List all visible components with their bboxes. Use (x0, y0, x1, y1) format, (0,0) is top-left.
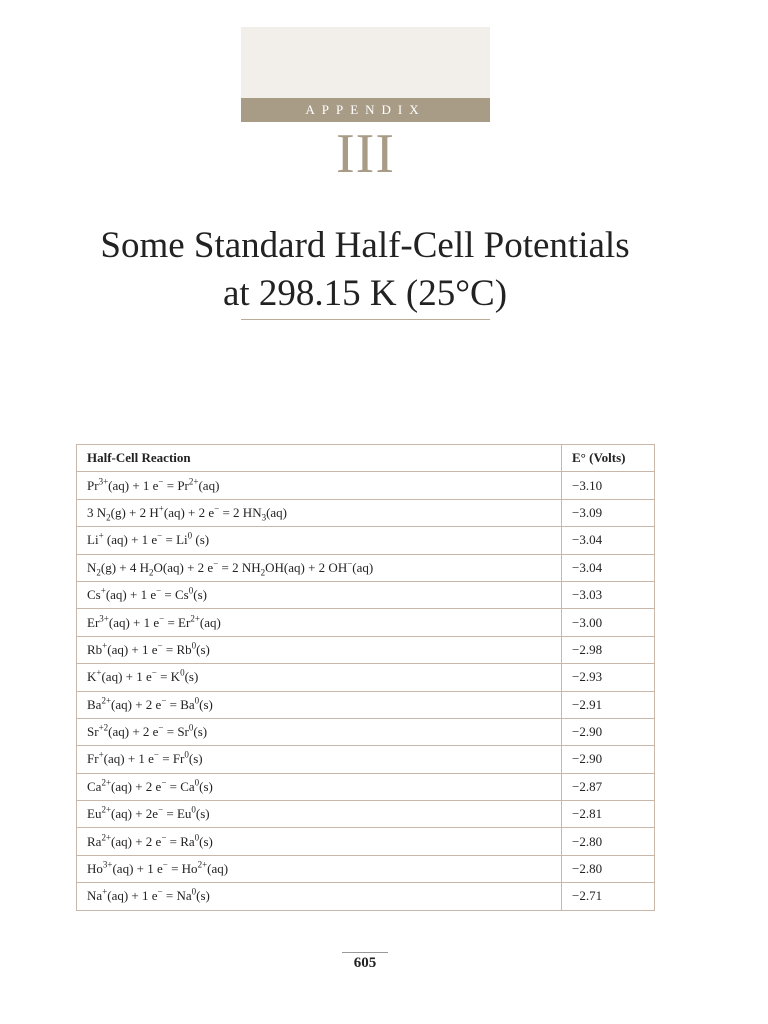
title-divider (241, 319, 490, 320)
potential-cell: −2.90 (562, 746, 655, 773)
header-potential: E° (Volts) (562, 445, 655, 472)
table-row (77, 472, 655, 499)
table-row (77, 609, 655, 636)
page-number-divider (342, 952, 388, 953)
potential-cell: −2.71 (562, 883, 655, 910)
potential-cell: −2.81 (562, 801, 655, 828)
potential-cell: −2.98 (562, 636, 655, 663)
potential-cell: −2.91 (562, 691, 655, 718)
reaction-cell: $Pr^{3+}(aq) + 1$ $e^- = Pr^{2+}(aq)$ (77, 472, 562, 499)
reaction-cell: $Ra^{2+}(aq) + 2$ $e^- = Ra^0(s)$ (77, 828, 562, 855)
appendix-label: APPENDIX (241, 98, 490, 122)
table-row (77, 883, 655, 910)
potential-cell: −3.03 (562, 581, 655, 608)
reaction-cell: Na+(aq) + 1 $e^- = Na^0(s)$ (77, 883, 562, 910)
half-cell-potentials-table (76, 444, 655, 911)
reaction-cell: Fr+(aq) + 1 $e^- = Fr^0(s)$ (77, 746, 562, 773)
page-title (40, 222, 690, 318)
potential-cell: −2.90 (562, 718, 655, 745)
table-row (77, 828, 655, 855)
table-row (77, 773, 655, 800)
potential-cell: −3.09 (562, 499, 655, 526)
reaction-cell: K+(aq) + 1 $e^- = K^0(s)$ (77, 664, 562, 691)
page-number: 605 (353, 955, 377, 971)
table-row (77, 554, 655, 581)
table-row (77, 664, 655, 691)
potential-cell: −3.04 (562, 527, 655, 554)
table-row (77, 855, 655, 882)
reaction-cell: Rb+(aq) + 1 $e^- = Rb^0(s)$ (77, 636, 562, 663)
table-header-row (77, 445, 655, 472)
table-row (77, 527, 655, 554)
potential-cell: −3.10 (562, 472, 655, 499)
reaction-cell: $N_2(g) + 4$ $H_2O(aq) + 2$ e− = 2 $NH_2OH(aq) + 2$ OH−(aq) (77, 554, 562, 581)
reaction-cell: $Er^{3+}(aq) + 1$ $e^- = Er^{2+}(aq)$ (77, 609, 562, 636)
title-line-2: at 298.15 K (25°C) (222, 273, 508, 314)
table-row (77, 636, 655, 663)
reaction-cell: Cs+(aq) + 1 $e^- = Cs^0(s)$ (77, 581, 562, 608)
potential-cell: −2.80 (562, 855, 655, 882)
reaction-cell: $Eu^{2+}(aq) + 2e^- = Eu^0(s)$ (77, 801, 562, 828)
potential-cell: −2.80 (562, 828, 655, 855)
reaction-cell: $Ba^{2+}(aq) + 2$ $e^- = Ba^0(s)$ (77, 691, 562, 718)
title-line-1: Some Standard Half-Cell Potentials (100, 225, 630, 266)
table-row (77, 746, 655, 773)
table-row (77, 499, 655, 526)
reaction-cell: 3 $N_2(g) + 2$ H+(aq) + 2 e− = 2 $HN_3(aq)$ (77, 499, 562, 526)
reaction-cell: Li+ (aq) + 1 $e^- = Li^0$ (s) (77, 527, 562, 554)
reaction-cell: $Ca^{2+}(aq) + 2$ $e^- = Ca^0(s)$ (77, 773, 562, 800)
header-reaction: Half-Cell Reaction (77, 445, 562, 472)
table-row (77, 691, 655, 718)
potential-cell: −2.87 (562, 773, 655, 800)
potential-cell: −2.93 (562, 664, 655, 691)
potential-cell: −3.04 (562, 554, 655, 581)
appendix-header-box (241, 27, 490, 98)
table-row (77, 801, 655, 828)
table-row (77, 718, 655, 745)
reaction-cell: $Sr^{+2}(aq) + 2$ $e^- = Sr^0(s)$ (77, 718, 562, 745)
potential-cell: −3.00 (562, 609, 655, 636)
table-row (77, 581, 655, 608)
appendix-number: III (336, 123, 395, 185)
reaction-cell: $Ho^{3+}(aq) + 1$ $e^- = Ho^{2+}(aq)$ (77, 855, 562, 882)
